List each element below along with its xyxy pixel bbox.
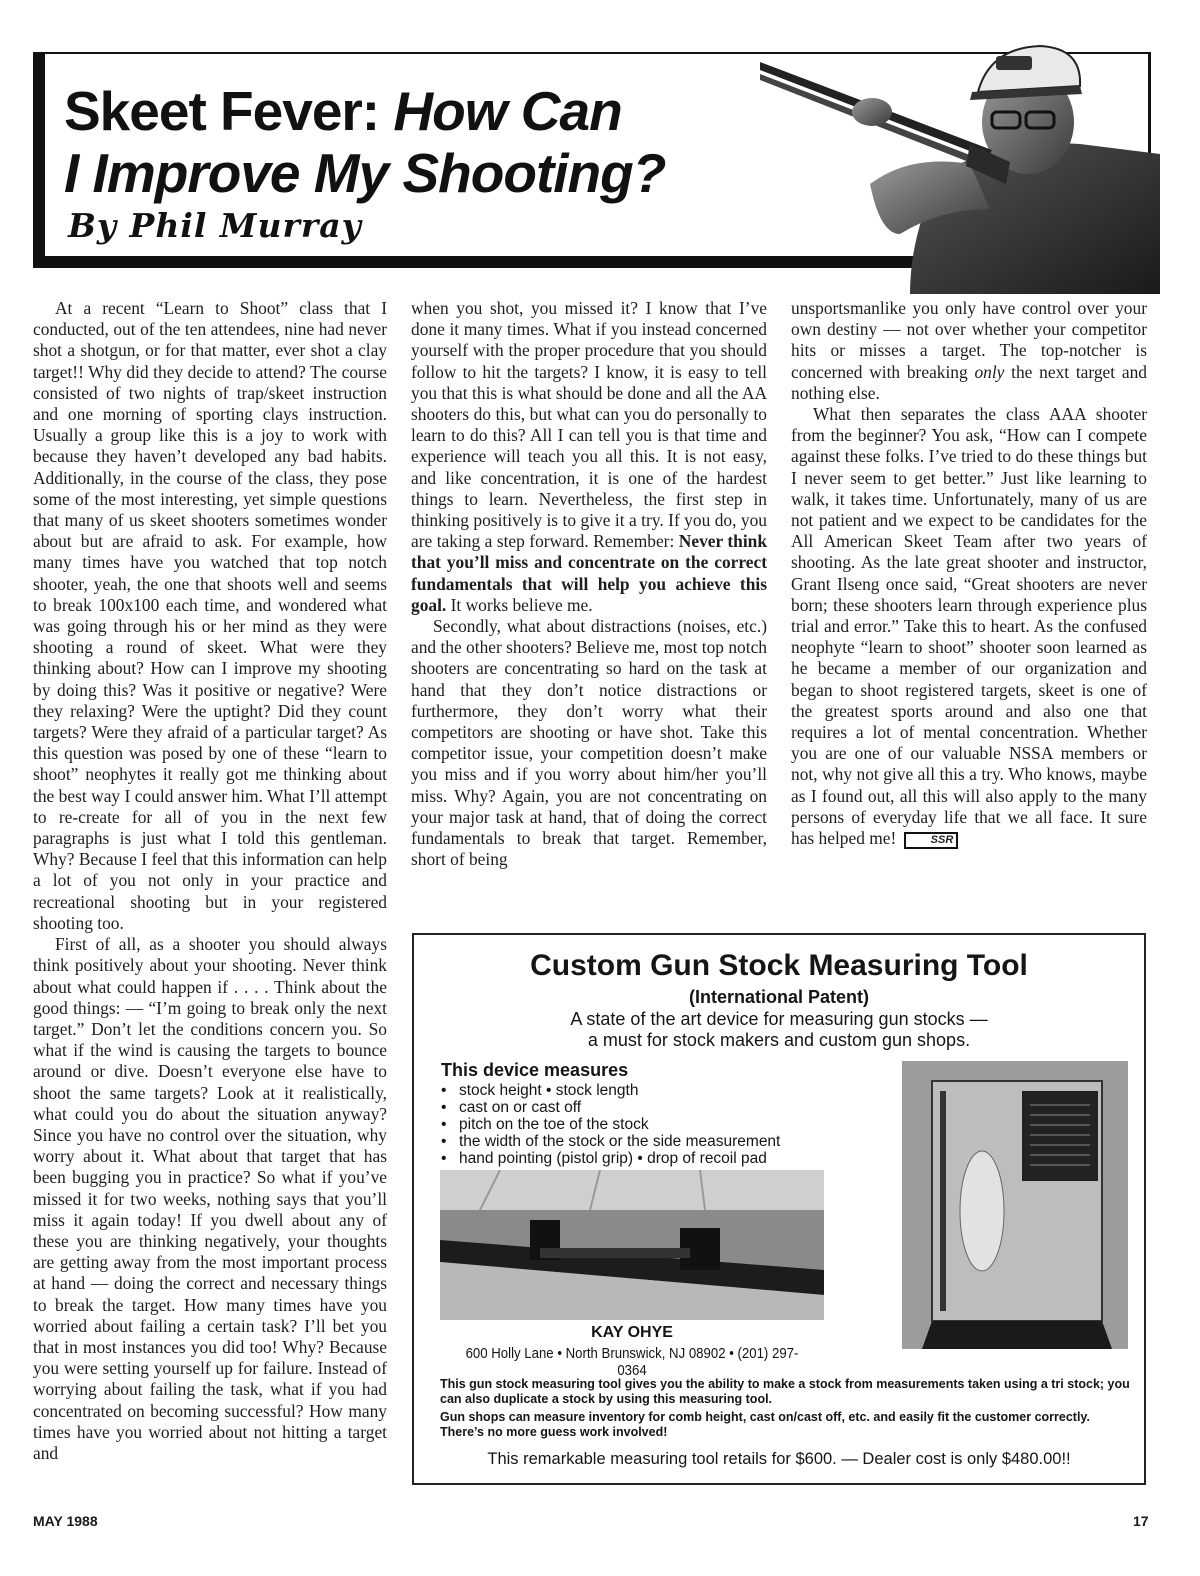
- advertisement: [412, 933, 1146, 1485]
- ad-body-paragraph: This gun stock measuring tool gives you the ability to make a stock from measurements taken using a tri stock; you can also duplicate a stock by using this measuring tool.: [440, 1377, 1130, 1406]
- list-item: • pitch on the toe of the stock: [441, 1116, 780, 1133]
- header-left-rule: [33, 52, 45, 266]
- paragraph-continued: [791, 298, 1147, 404]
- tool-photo-side: [440, 1170, 824, 1320]
- ad-desc-line: a must for stock makers and custom gun shops.: [587, 1030, 971, 1050]
- page-number: 17: [1133, 1513, 1149, 1529]
- byline: By Phil Murray: [68, 206, 362, 245]
- list-item: • hand pointing (pistol grip) • drop of recoil pad: [441, 1150, 780, 1167]
- text-span: unsportsmanlike you only have control over your own destiny — not over whether your competitor hits or misses a target. The top-notcher is concerned with breaking: [791, 298, 1147, 382]
- title-italic-1: How Can: [393, 80, 622, 142]
- list-item: • the width of the stock or the side measurement: [441, 1133, 780, 1150]
- ad-contact-address: 600 Holly Lane • North Brunswick, NJ 08902 • (201) 297-0364: [465, 1345, 799, 1379]
- paragraph-continued: [411, 298, 767, 616]
- ad-desc-line: A state of the art device for measuring gun stocks —: [570, 1009, 988, 1029]
- text-span: It works believe me.: [450, 594, 593, 615]
- text-span: the next target and nothing else.: [791, 361, 1147, 403]
- text-span: when you shot, you missed it? I know that I’ve done it many times. What if you instead concerned yourself with the proper procedure that you should follow to hit the targets? I know, it is easy to tell you that this is what should be done and all the AA shooters do this, but what can you do personally to learn to do this? All I can tell you is that time and experience will teach you all this. It is not easy, and like concentration, it is one of the hardest things to learn. Nevertheless, the first step in thinking positively is to give it a try. If you do, you are taking a step forward. Remember:: [411, 298, 767, 552]
- italic-text: only: [974, 361, 1005, 382]
- ad-measures-list: [441, 1082, 780, 1167]
- article-title: [64, 80, 665, 204]
- shooter-photo: [760, 34, 1160, 294]
- ad-subtitle: (International Patent): [688, 987, 869, 1007]
- ad-price-line: This remarkable measuring tool retails for $600. — Dealer cost is only $480.00!!: [487, 1450, 1071, 1468]
- ad-contact-name: KAY OHYE: [591, 1324, 673, 1341]
- title-italic-2: I Improve My Shooting?: [64, 142, 666, 204]
- article-column-3: [791, 298, 1147, 849]
- article-column-2: [411, 298, 767, 870]
- article-column-1: [33, 298, 387, 1464]
- ad-measures-heading: This device measures: [441, 1060, 629, 1080]
- tool-photo-front: [902, 1061, 1128, 1349]
- paragraph-conclusion: [791, 404, 1147, 849]
- paragraph-distractions: Secondly, what about distractions (noises, etc.) and the other shooters? Believe me, most top notch shooters are concentrating so hard on the task at hand that they don’t notice distractions or furthermore, they don’t worry what their competitors are shooting or have shot. Take this competitor issue, your competition doesn’t make you miss and if you worry about him/her you’ll miss. Why? Again, you are not concentrating on your major task at hand, that of doing the correct fundamentals to break that target. Remember, short of being: [411, 616, 767, 870]
- end-mark-badge: SSR: [904, 832, 959, 849]
- title-plain: Skeet Fever:: [64, 80, 380, 142]
- ad-title: Custom Gun Stock Measuring Tool: [530, 949, 1028, 982]
- ad-body-paragraph: Gun shops can measure inventory for comb height, cast on/cast off, etc. and easily fit the customer correctly. There’s no more guess work involved!: [440, 1410, 1090, 1439]
- list-item: • cast on or cast off: [441, 1099, 780, 1116]
- emphasis-text: Never think that you’ll miss and concentrate on the correct fundamentals that will help you achieve this goal.: [411, 531, 768, 615]
- list-item: • stock height • stock length: [441, 1082, 780, 1099]
- ad-description: [414, 1009, 1144, 1051]
- ad-body: [440, 1377, 1130, 1443]
- issue-date: MAY 1988: [33, 1513, 98, 1529]
- text-span: What then separates the class AAA shooter from the beginner? You ask, “How can I compete against these folks. I’ve tried to do these things but I never seem to get better.” Just like learning to walk, it takes time. Unfortunately, many of us are not patient and we expect to be candidates for the All American Skeet Team after two years of shooting. As the late great shooter and instructor, Grant Ilseng once said, “Great shooters are never born; these shooters learn through experience plus trial and error.” Take this to heart. As the confused neophyte “learn to shoot” shooter soon learned as he became a member of our organization and began to shoot registered targets, skeet is one of the greatest sports around and also one that requires a lot of mental concentration. Whether you are one of our valuable NSSA members or not, why not give all this a try. Who knows, maybe as I found out, all this will also apply to the many persons of everyday life that we all face. It sure has helped me!: [791, 404, 1147, 849]
- paragraph-positive: First of all, as a shooter you should always think positively about your shooting. Never think about what could happen if . . . . Think about the good things: — “I’m going to break only the next target.” Don’t let the conditions concern you. So what if the wind is causing the targets to bounce around or dive. Doesn’t everyone else have to shoot the same targets? Look at it realistically, what could you do about the situation anyway? Since you have no control over the situation, why worry about it. What about that target that has been bugging you in practice? So what if you’ve missed it for two weeks, nothing says that you’ll miss it again today! If you dwell about any of these you are thinking negatively, your thoughts are getting away from the most important process at hand — doing the correct and necessary things to break the target. How many times have you worried about failing a certain task? I’ll bet you that in most instances you did too! Why? Because you were setting yourself up for failure. Instead of worrying about failing the task, what if you had concentrated on becoming successful? How many times have you worried about not hitting a target and: [33, 934, 387, 1463]
- paragraph-intro: At a recent “Learn to Shoot” class that I conducted, out of the ten attendees, nine had never shot a shotgun, or for that matter, ever shot a clay target!! Why did they decide to attend? The course consisted of two nights of trap/skeet instruction and one morning of sporting clays instruction. Usually a group like this is a joy to work with because they haven’t developed any bad habits. Additionally, in the course of the class, they pose some of the most interesting, yet simple questions that many of us skeet shooters sometimes wonder about but are afraid to ask. For example, how many times have you watched that top notch shooter, yeah, the one that shoots well and seems to break 100x100 each time, and wondered what was going through his or her mind as they were shooting a round of skeet. What were they thinking about? How can I improve my shooting by doing this? Was it positive or negative? Were they relaxing? Were the uptight? Did they count targets? Were they afraid of a particular target? As this question was posed by one of these “learn to shoot” neophytes it really got me thinking about the best way I could answer him. What I’ll attempt to re-create for all of you in the next few paragraphs is just what I told this gentleman. Why? Because I feel that this information can help a lot of you not only in your practice and recreational shooting but in your registered shooting too.: [33, 298, 387, 933]
